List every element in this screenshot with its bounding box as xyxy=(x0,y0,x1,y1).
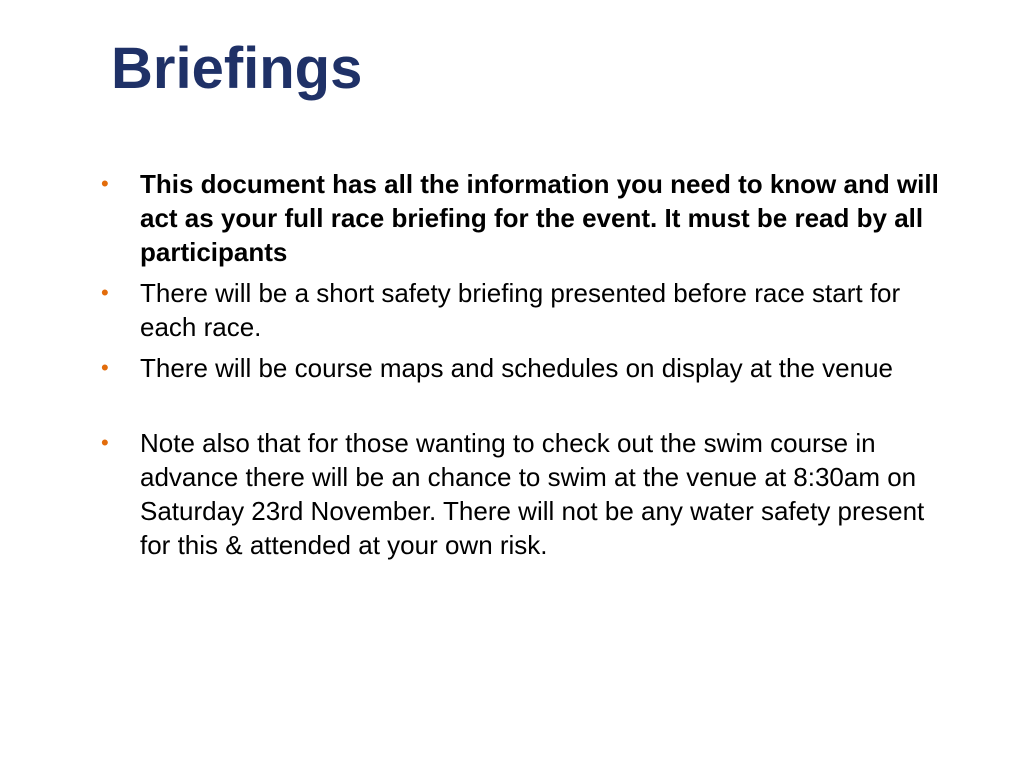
slide-title: Briefings xyxy=(111,36,363,101)
bullet-item xyxy=(96,276,942,344)
bullet-text: This document has all the information you need to know and will act as your full race briefing for the event. It must be read by all participants xyxy=(140,169,939,267)
bullet-icon: • xyxy=(101,280,109,305)
bullet-text: There will be course maps and schedules on display at the venue xyxy=(140,353,893,383)
bullet-item xyxy=(96,426,942,562)
bullet-text: There will be a short safety briefing presented before race start for each race. xyxy=(140,278,901,342)
bullet-item xyxy=(96,167,942,269)
bullet-text: Note also that for those wanting to check out the swim course in advance there will be an chance to swim at the venue at 8:30am on Saturday 23rd November. There will not be any water safety present for this & attended at your own risk. xyxy=(140,428,925,560)
bullet-item xyxy=(96,351,942,385)
bullet-icon: • xyxy=(101,171,109,196)
bullet-icon: • xyxy=(101,430,109,455)
bullet-list xyxy=(96,167,942,569)
bullet-icon: • xyxy=(101,355,109,380)
